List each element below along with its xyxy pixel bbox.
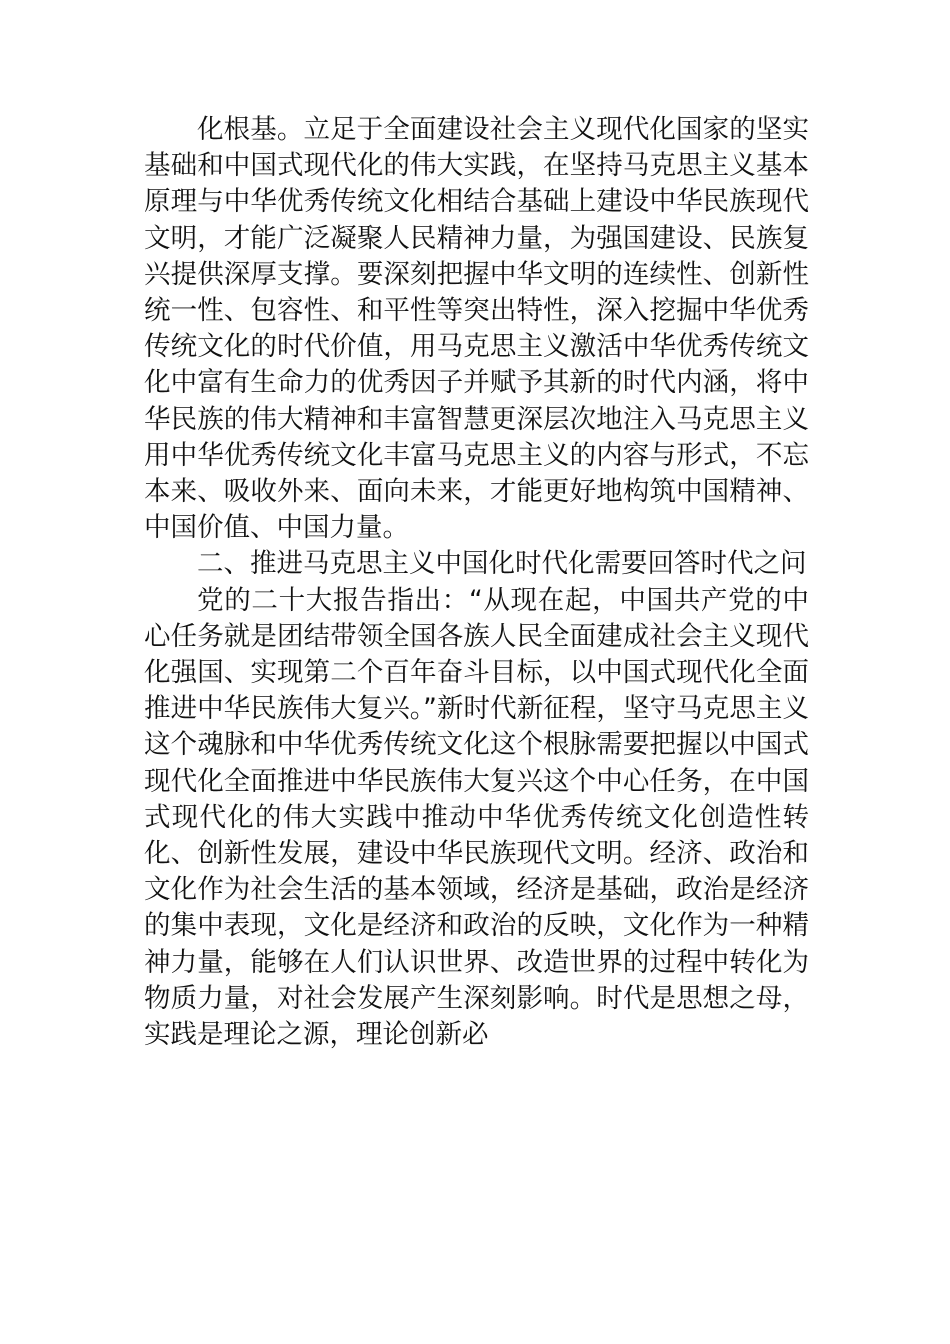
document-body bbox=[144, 112, 809, 1053]
paragraph-twentieth-congress: 党的二十大报告指出：“从现在起，中国共产党的中心任务就是团结带领全国各族人民全面建成社会主义现代化强国、实现第二个百年奋斗目标，以中国式现代化全面推进中华民族伟大复兴。”新时代新征程，坚守马克思主义这个魂脉和中华优秀传统文化这个根脉需要把握以中国式现代化全面推进中华民族伟大复兴这个中心任务，在中国式现代化的伟大实践中推动中华优秀传统文化创造性转化、创新性发展，建设中华民族现代文明。经济、政治和文化作为社会生活的基本领域，经济是基础，政治是经济的集中表现，文化是经济和政治的反映，文化作为一种精神力量，能够在人们认识世界、改造世界的过程中转化为物质力量，对社会发展产生深刻影响。时代是思想之母，实践是理论之源，理论创新必 bbox=[144, 584, 809, 1051]
paragraph-cultural-roots: 化根基。立足于全面建设社会主义现代化国家的坚实基础和中国式现代化的伟大实践，在坚持马克思主义基本原理与中华优秀传统文化相结合基础上建设中华民族现代文明，才能广泛凝聚人民精神力量，为强国建设、民族复兴提供深厚支撑。要深刻把握中华文明的连续性、创新性统一性、包容性、和平性等突出特性，深入挖掘中华优秀传统文化的时代价值，用马克思主义激活中华优秀传统文化中富有生命力的优秀因子并赋予其新的时代内涵，将中华民族的伟大精神和丰富智慧更深层次地注入马克思主义用中华优秀传统文化丰富马克思主义的内容与形式，不忘本来、吸收外来、面向未来，才能更好地构筑中国精神、中国价值、中国力量。 bbox=[144, 114, 809, 544]
section-heading-two: 二、推进马克思主义中国化时代化需要回答时代之问 bbox=[197, 548, 807, 580]
